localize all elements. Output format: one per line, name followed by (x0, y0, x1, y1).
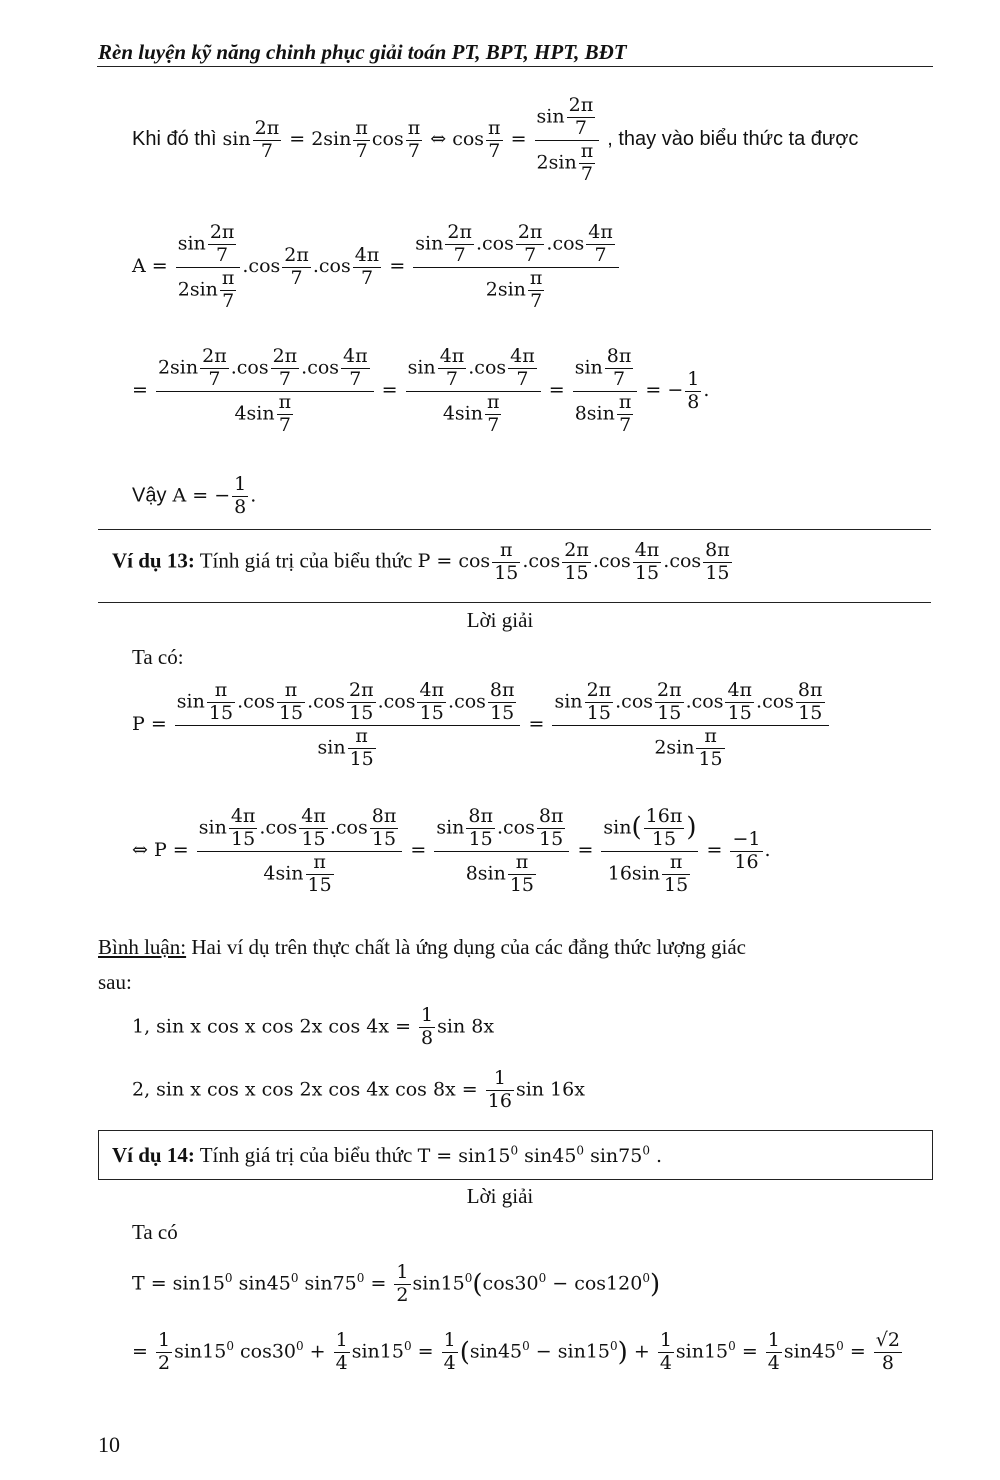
example-13-statement: Ví dụ 13: Tính giá trị của biểu thức P = cos $\frac{\pi}{15}$ .cos $\frac{2\pi}{15}$ .cos $\frac{4\pi}{15}$ .cos $\frac{8\pi}{15}$ (112, 539, 730, 584)
running-header: Rèn luyện kỹ năng chinh phục giải toán PT, BPT, HPT, BĐT (98, 40, 627, 64)
identity-2: 2, sin x cos x cos 2x cos 4x cos 8x = $\frac{1}{16}$ sin 16x (132, 1067, 585, 1112)
equation-p1: P = sin $\frac{\pi}{15}$ .cos $\frac{\pi}{15}$ .cos $\frac{2\pi}{15}$ .cos $\frac{4\pi}{15}$ .cos $\frac{8\pi}{15}$ sin $\frac{\pi}{15}$ = sin $\frac{2\pi}{15}$ .cos $\frac{2\pi}{15}$ .cos $\frac{4\pi}{15}$ .cos $\frac{8\pi}{15}$ 2sin $\frac{\pi}{15}$ (132, 680, 831, 770)
page-number: 10 (98, 1432, 120, 1457)
solution-heading-14: Lời giải (466, 1184, 534, 1208)
solution-heading-13: Lời giải (466, 608, 534, 632)
equation-a2: = 2sin $\frac{2\pi}{7}$ .cos $\frac{2\pi}{7}$ .cos $\frac{4\pi}{7}$ 4sin $\frac{\pi}{7}$ = sin $\frac{4\pi}{7}$ .cos $\frac{4\pi}{7}$ 4sin $\frac{\pi}{7}$ = sin $\frac{8\pi}{7}$ 8sin $\frac{\pi}{7}$ = − $\frac{1}{8}$ . (132, 345, 710, 436)
equation-p2: ⇔ P = sin $\frac{4\pi}{15}$ .cos $\frac{4\pi}{15}$ .cos $\frac{8\pi}{15}$ 4sin $\frac{\pi}{15}$ = sin $\frac{8\pi}{15}$ .cos $\frac{8\pi}{15}$ 8sin $\frac{\pi}{15}$ = sin( $\frac{16\pi}{15}$ ) 16sin $\frac{\pi}{15}$ = $\frac{-1}{16}$ . (132, 805, 771, 896)
ta-co-13: Ta có: (132, 645, 184, 669)
intro-line: Khi đó thì sin $\frac{2\pi}{7}$ = 2sin $\frac{\pi}{7}$ cos $\frac{\pi}{7}$ ⇔ cos $\frac{\pi}{7}$ = sin $\frac{2\pi}{7}$ 2sin $\frac{\pi}{7}$ , thay vào biểu thức ta được (132, 94, 859, 185)
ta-co-14: Ta có (132, 1220, 178, 1244)
equation-t1: $T = \sin 15^0$ $\sin 45^0$ $\sin 75^0$ = $\frac{1}{2}$ $\sin 15^0(\cos 30^0 - \cos 120^0)$ (132, 1261, 661, 1306)
identity-1: 1, sin x cos x cos 2x cos 4x = $\frac{1}{8}$ sin 8x (132, 1004, 495, 1049)
conclusion-line: Vậy A = − $\frac{1}{8}$ . (132, 473, 257, 518)
header-rule (97, 66, 933, 67)
comment-line-2: sau: (98, 970, 132, 994)
example-14-statement: Ví dụ 14: Tính giá trị của biểu thức $T = \sin 15^0$ $\sin 45^0$ $\sin 75^0$ . (112, 1143, 663, 1167)
equation-a1: A = sin $\frac{2\pi}{7}$ 2sin $\frac{\pi}{7}$ .cos $\frac{2\pi}{7}$ .cos $\frac{4\pi}{7}$ = sin $\frac{2\pi}{7}$ .cos $\frac{2\pi}{7}$ .cos $\frac{4\pi}{7}$ 2sin $\frac{\pi}{7}$ (132, 222, 621, 312)
comment-line: Bình luận: Hai ví dụ trên thực chất là ứng dụng của các đẳng thức lượng giác (98, 935, 746, 959)
equation-t2: = $\frac{1}{2}$ $\sin 15^0$ $\cos 30^0$ + $\frac{1}{4}$ $\sin 15^0$ = $\frac{1}{4}$ $(\sin 45^0 - \sin 15^0)$ + $\frac{1}{4}$ $\sin 15^0$ = $\frac{1}{4}$ $\sin 45^0$ = $\frac{√2}{8}$ (132, 1329, 900, 1374)
